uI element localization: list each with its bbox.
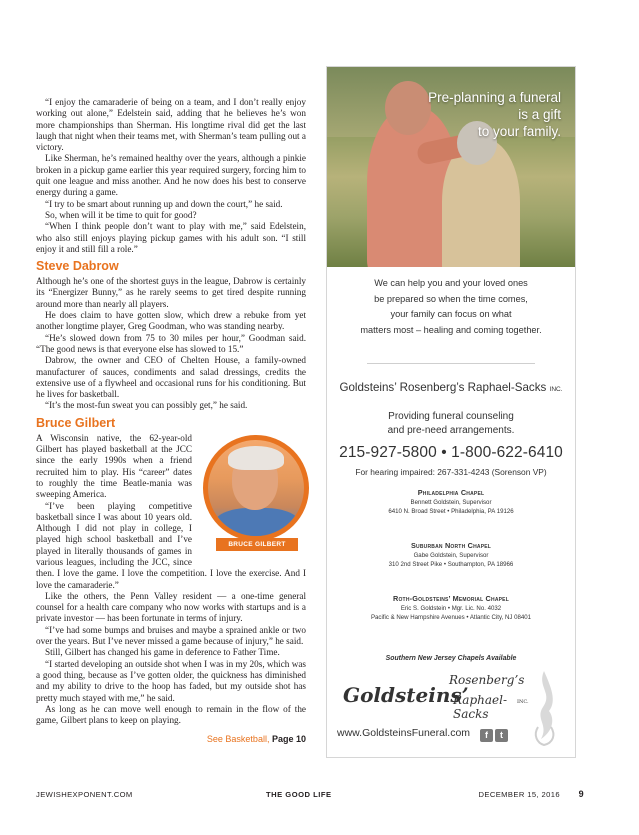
article-paragraph: “I’ve had some bumps and bruises and maybe a sprained ankle or two over the years. But I’ve never missed a game because of injury,” he said. — [36, 624, 306, 647]
service-line: and pre-need arrangements. — [387, 425, 515, 436]
chapel-line: 6410 N. Broad Street • Philadelphia, PA 19126 — [388, 508, 514, 516]
service-line: Providing funeral counseling — [388, 411, 514, 422]
firm-logo — [341, 671, 531, 721]
article-paragraph: As long as he can move well enough to remain in the flow of the game, Gilbert plans to keep on playing. — [36, 703, 306, 726]
article-paragraph: Dabrow, the owner and CEO of Chelten House, a family-owned manufacturer of sauces, condiments and salad dressings, credits the extensive use of a flywheel and occasional runs for his conditioning. But he lives for basketball. — [36, 355, 306, 400]
page-footer — [36, 790, 584, 802]
article-column — [36, 97, 306, 744]
website-link[interactable]: www.GoldsteinsFuneral.com — [337, 727, 471, 739]
ad-body-line: We can help you and your loved ones — [374, 278, 528, 288]
ad-body-line: be prepared so when the time comes, — [374, 293, 528, 304]
chapel-roth-goldsteins — [327, 593, 575, 623]
chapel-line: Gabe Goldstein, Supervisor — [413, 552, 489, 559]
article-paragraph: Still, Gilbert has changed his game in deference to Father Time. — [45, 647, 280, 658]
continuation-prefix: See Basketball, — [206, 734, 270, 745]
continuation-link[interactable] — [36, 734, 306, 744]
chapel-line: Pacific & New Hampshire Avenues • Atlantic City, NJ 08401 — [370, 614, 532, 622]
chapel-line: 310 2nd Street Pike • Southampton, PA 18966 — [388, 561, 514, 569]
firm-name-text: Goldsteins’ Rosenberg’s Raphael-Sacks — [339, 381, 547, 394]
photo-caption: BRUCE GILBERT — [216, 538, 298, 551]
nj-chapels-note: Southern New Jersey Chapels Available — [385, 655, 517, 662]
continuation-page: Page 10 — [271, 734, 306, 745]
article-paragraph: “I started developing an outside shot when I was in my 20s, which was a good thing, because as I’ve gotten older, the quickness has diminished and my ability to drive to the hoop has faded, but my outside shot has pretty much stayed with me,” he said. — [36, 658, 306, 703]
phone-numbers[interactable]: 215-927-5800 • 1-800-622-6410 — [339, 444, 563, 461]
article-paragraph: “He’s slowed down from 75 to 30 miles per hour,” Goodman said. “The good news is that everyone else has slowed to 15.” — [36, 332, 306, 354]
ad-headline-line: Pre-planning a funeral — [428, 90, 561, 105]
article-paragraph: He does claim to have gotten slow, which drew a rebuke from yet another longtime player, Greg Goodman, who was standing nearby. — [36, 310, 306, 332]
flame-icon — [529, 667, 559, 747]
section-heading-bruce-gilbert: Bruce Gilbert — [36, 415, 116, 430]
bruce-gilbert-photo — [200, 433, 306, 561]
chapel-philadelphia — [327, 487, 575, 517]
article-paragraph: Like Sherman, he’s remained healthy over the years, although a pinkie broken in a pickup game earlier this year required surgery, forcing him to quit one league and miss another. And he now does his best to conserve energy during a game. — [36, 153, 306, 198]
article-paragraph: “It’s the most-fun sweat you can possibly get,” he said. — [45, 400, 248, 411]
article-paragraph: So, when will it be time to quit for good? — [45, 209, 197, 220]
logo-line: Rosenberg’s — [449, 673, 525, 687]
article-paragraph: “I try to be smart about running up and down the court,” he said. — [45, 198, 283, 209]
social-links — [480, 725, 510, 743]
article-paragraph: “I’ve been playing competitive basketball since I was about 10 years old. Although I did not play in college, I played high school basketball and I’ve played in literally thousands of games in various leagues, including the JCC, since then. I love the game. I love the competition. I love the exercise. And I love the camaraderie.” — [36, 500, 306, 590]
couple-photo — [327, 67, 575, 267]
article-paragraph: A Wisconsin native, the 62-year-old Gilbert has played basketball at the JCC since the early 1990s when a friend recruited him to play. His “career” dates to roughly the time Beatle-mania was sweeping America. — [36, 432, 192, 500]
twitter-icon[interactable]: t — [495, 729, 508, 742]
service-text — [327, 410, 575, 438]
footer-section: THE GOOD LIFE — [266, 790, 332, 799]
article-paragraph: Although he’s one of the shortest guys in the league, Dabrow is certainly its “Energizer Bunny,” as he rarely seems to get tired despite running around more than nearly all players. — [36, 276, 306, 309]
logo-line: Goldsteins’ — [343, 683, 469, 707]
footer-date: DECEMBER 15, 2016 — [478, 790, 560, 799]
firm-suffix: INC. — [549, 386, 563, 393]
facebook-icon[interactable]: f — [480, 729, 493, 742]
page-number: 9 — [578, 789, 584, 799]
chapel-line: Bennett Goldstein, Supervisor — [410, 499, 492, 506]
chapel-suburban-north — [327, 540, 575, 570]
chapel-line: Eric S. Goldstein • Mgr. Lic. No. 4032 — [400, 605, 502, 612]
article-paragraph: “When I think people don’t want to play with me,” said Edelstein, who also still enjoys playing pickup games with his adult son. “I still enjoy it and still fill a role.” — [36, 221, 306, 254]
article-paragraph: “I enjoy the camaraderie of being on a team, and I don’t really enjoy working out alone,” Edelstein said, adding that he believes he’s won more championships than Sherman. His longtime rival did get the last laugh that night when their teams met, with Sherman’s team pulling out a victory. — [36, 97, 306, 153]
funeral-advertisement — [326, 66, 576, 758]
ad-headline-line: is a gift — [518, 107, 561, 122]
hearing-impaired-line: For hearing impaired: 267-331-4243 (Sorenson VP) — [355, 467, 547, 477]
ad-headline-line: to your family. — [477, 124, 561, 139]
footer-site[interactable]: JEWISHEXPONENT.COM — [36, 790, 133, 799]
ad-headline — [401, 89, 561, 140]
article-paragraph: Like the others, the Penn Valley resident — a one-time general counsel for a health care company who now works with startups and is a private investor — has been fortunate in terms of injury. — [36, 590, 306, 624]
logo-suffix: INC. — [517, 699, 529, 705]
divider — [367, 363, 535, 364]
section-heading-steve-dabrow: Steve Dabrow — [36, 259, 119, 274]
ad-body-line: your family can focus on what — [390, 309, 512, 319]
chapel-name: Suburban North Chapel — [410, 541, 492, 550]
chapel-name: Roth-Goldsteins’ Memorial Chapel — [393, 594, 509, 603]
ad-body-line: matters most – healing and coming together. — [360, 324, 542, 335]
logo-line: Raphael-Sacks — [453, 693, 508, 721]
portrait-image — [203, 435, 309, 541]
firm-name — [327, 381, 575, 394]
chapel-name: Philadelphia Chapel — [417, 488, 485, 497]
ad-body-text — [327, 276, 575, 338]
